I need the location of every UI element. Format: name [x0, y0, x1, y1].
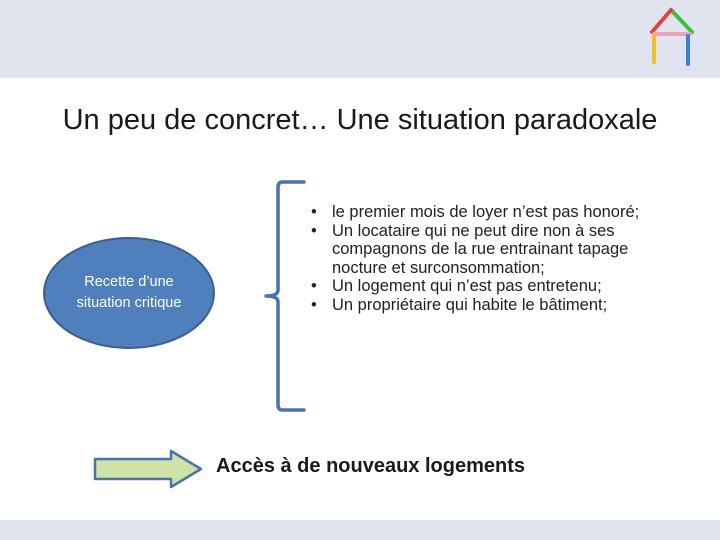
- bubble-line-2: situation critique: [76, 295, 182, 311]
- bubble-line-1: Recette d’une: [84, 274, 174, 290]
- bullet-list: [308, 203, 678, 314]
- header-band: [0, 0, 720, 78]
- bullet-item-tenant: • Un locataire qui ne peut dire non à ses compagnons de la rue entrainant tapage nocture et surconsommation;: [308, 222, 678, 278]
- footer-band: [0, 520, 720, 540]
- situation-bubble: [43, 237, 215, 349]
- right-arrow-icon: [93, 449, 205, 489]
- page-title: Un peu de concret… Une situation paradoxale: [62, 104, 658, 136]
- bullet-item-housing: • Un logement qui n’est pas entretenu;: [308, 277, 678, 296]
- conclusion-text: Accès à de nouveaux logements: [216, 455, 526, 477]
- bullet-item-owner: • Un propriétaire qui habite le bâtiment;: [308, 296, 678, 315]
- bullet-item-rent: • le premier mois de loyer n’est pas honoré;: [308, 203, 678, 222]
- house-outline-icon: [646, 6, 696, 68]
- left-brace-icon: [260, 178, 310, 414]
